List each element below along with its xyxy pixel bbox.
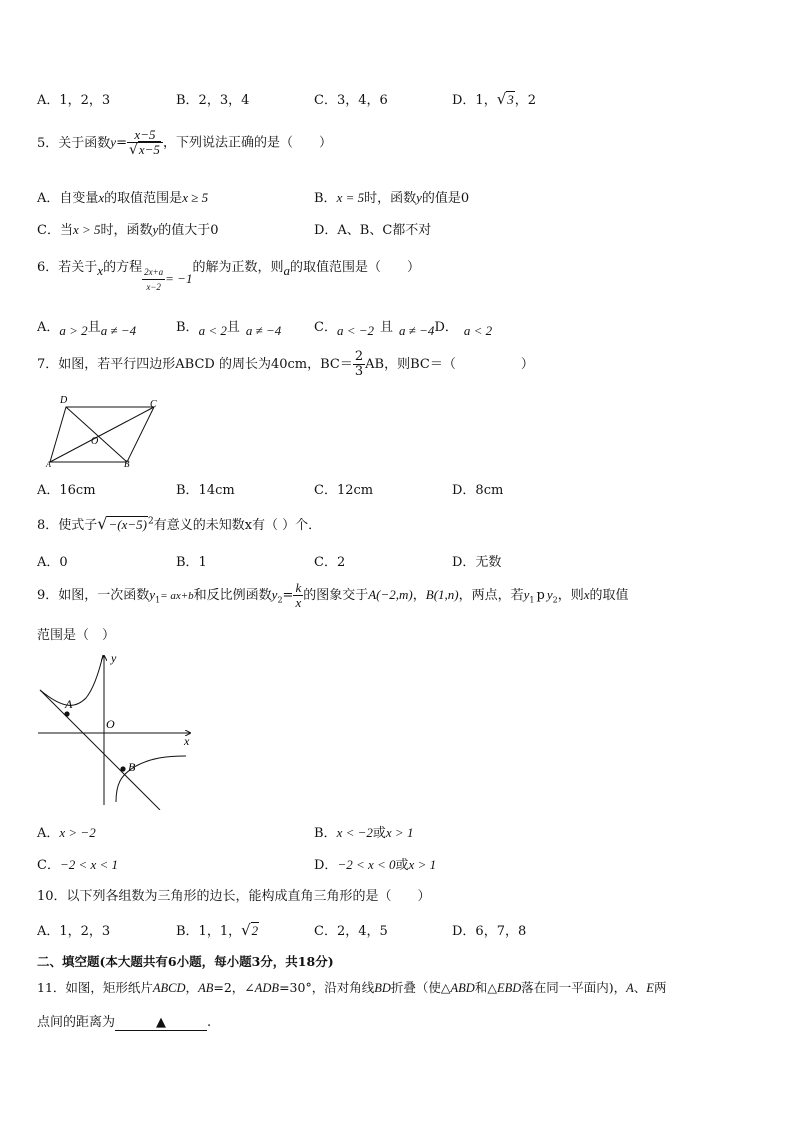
q8-suffix: 有意义的未知数x有（ ）个． [153,518,322,533]
q6-tail2: 的取值范围是（ ） [289,260,420,275]
q9-d-or: 或 [395,858,409,873]
q11-a: A [626,981,634,995]
q11-ebd: EBD [496,981,522,995]
q5-a-var: x [98,190,105,205]
q9-stem-line2: 范围是（ ） [37,628,116,643]
q9-label-a: A [65,697,73,711]
q11-adb: ADB [254,981,280,995]
q9-mid: 和反比例函数 [193,588,272,603]
q7-diagonal-db [66,407,127,462]
q4-option-d-sqrt: 3 [507,92,514,107]
q11-stem-line2 [37,1011,211,1031]
q11-end: . [207,1015,212,1030]
q5-fraction-num: x−5 [127,128,163,143]
q6-a-m1: a > 2 [59,323,88,338]
q11-text-b: ， [185,980,199,995]
q6-b-m2: a ≠ −4 [245,323,282,338]
q6-d-label: D． [434,320,458,335]
q10-option-a: A．1，2，3 [37,924,111,939]
q7-prefix: 7．如图，若平行四边形ABCD 的周长为40cm，BC＝ [37,357,353,372]
q11-ab: AB [198,981,214,995]
q9-cmp-s1: 1 [529,595,535,605]
q9-sub1: 1 [155,595,161,605]
q5-func-y: y [110,134,117,150]
q8-option-c: C．2 [314,555,346,570]
q11-text-a: 11．如图，矩形纸片 [37,980,153,995]
q4-option-b: B．2，3，4 [176,93,250,108]
q11-e: E [646,981,654,995]
q9-mid2: 的图象交于 [303,588,369,603]
q8-exponent: 2 [147,516,154,527]
q8-option-b: B．1 [176,555,207,570]
q11-text-d: =30°，沿对角线 [279,980,375,995]
q5-b-var: y [416,190,422,205]
q5-a-mid: 的取值范围是 [104,191,183,206]
q11-bd: BD [374,981,391,995]
q9-eq2: = [282,588,294,603]
q6-d-m: a < 2 [463,323,493,338]
q9-a-m: x > −2 [59,825,96,840]
q7-fraction-den: 3 [354,364,364,379]
q9-option-b [314,822,413,841]
q9-fraction [293,581,303,610]
q6-mid: 的方程 [103,260,143,275]
q7-label-b: B [124,459,130,468]
q6-option-b [176,316,282,338]
q4-option-d-tail: ，2 [514,93,537,108]
q10-option-b: B．1，1，√2 [176,921,259,939]
q5-stem [37,128,332,158]
q6-a-label: A． [37,320,60,335]
q11-answer-blank[interactable]: ▲ [115,1015,207,1031]
q6-fraction-den: x−2 [146,282,161,292]
q6-c-m1: a < −2 [336,323,374,338]
q9-label-b: B [128,760,136,774]
q11-text-c: =2，∠ [213,980,255,995]
q5-b-cond: x = 5 [336,190,365,205]
q5-a-label: A．自变量 [37,191,99,206]
q9-point-a-dot [64,711,69,716]
q9-label-o: O [106,717,115,731]
q9-graph [36,650,196,810]
q6-option-c [314,316,493,338]
q9-option-a [37,822,96,841]
q10-stem: 10．以下列各组数为三角形的边长，能构成直角三角形的是（ ） [37,889,431,904]
q4-option-d: D．1，√3，2 [452,90,537,108]
q9-comma: ， [412,588,426,603]
q9-hyperbola-right [116,756,186,802]
q9-d-m2: x > 1 [408,857,437,872]
q6-option-a [37,316,137,338]
q7-option-d: D．8cm [452,483,504,498]
section-title: 二、填空题(本大题共有6小题，每小题3分，共18分) [37,954,334,969]
q9-prefix: 9．如图，一次函数 [37,588,150,603]
q5-c-cond: x > 5 [72,222,101,237]
q7-label-a: A [46,460,51,468]
q11-abd: ABD [450,981,475,995]
q6-var-a: a [283,263,290,278]
q9-cmp-y1: y [523,587,530,602]
q5-c-label: C．当 [37,223,73,238]
q5-option-a [37,187,208,206]
q7-stem [37,350,534,379]
q9-label-x: x [184,734,190,748]
q11-stem-line1 [37,978,666,996]
q4-option-a: A．1，2，3 [37,93,111,108]
q6-fraction-num: 2x+a [142,265,165,280]
q5-b-mid: 时，函数 [364,191,417,206]
q7-option-b: B．14cm [176,483,235,498]
q5-suffix: ，下列说法正确的是（ ） [162,135,332,151]
q9-line [40,690,160,810]
q9-point-a: A(−2,m) [368,587,413,602]
q7-option-c: C．12cm [314,483,374,498]
q9-stem [37,581,629,610]
q9-option-d [314,854,436,873]
q5-b-tail: 的值是0 [421,191,470,206]
q9-eq1: = ax+b [160,590,194,602]
q10-option-c: C．2，4，5 [314,924,388,939]
q6-b-label: B． [176,320,199,335]
q11-text-g: 落在同一平面内)， [521,980,627,995]
q6-b-and: 且 [226,320,240,335]
q9-fraction-den: x [295,595,302,610]
q7-fraction-num: 2 [354,349,364,364]
q5-fraction: $\frac{x-5}{√x-5}$ [127,128,163,158]
q9-d-m1: −2 < x < 0 [337,857,396,872]
q8-stem: 8．使式子$√-(x-5)^2$有意义的未知数x有（ ）个． [37,514,322,533]
q8-option-a: A．0 [37,555,68,570]
q6-b-m1: a < 2 [198,323,227,338]
q9-mid4: ，则 [557,588,584,603]
q4-option-d-label: D．1， [452,93,497,108]
q9-d-label: D． [314,858,338,873]
q5-option-c [37,219,219,238]
q9-label-y: y [111,651,117,665]
q6-fraction [142,265,165,294]
q6-tail: 的解为正数，则 [192,260,284,275]
q4-option-c: C．3，4，6 [314,93,388,108]
q6-a-m2: a ≠ −4 [100,323,137,338]
q5-prefix: 5．关于函数 [37,135,111,151]
q11-line2-text: 点间的距离为 [37,1015,116,1030]
q9-point-b: B(1,n) [425,587,459,602]
q11-abcd: ABCD [152,981,186,995]
q5-option-d: D．A、B、C都不对 [314,223,432,238]
q5-c-mid: 时，函数 [100,223,153,238]
q11-text-e: 折叠（使△ [390,980,451,995]
q7-label-d: D [60,395,68,406]
q5-c-var: y [152,222,159,237]
q6-var-x: x [97,263,104,278]
q9-a-label: A． [37,826,60,841]
q6-c-and: 且 [380,320,394,335]
q11-sep: 、 [633,980,647,995]
q9-mid3: ，两点，若 [458,588,524,603]
q7-label-o: O [91,436,99,447]
q9-var-x: x [583,587,590,602]
q9-fraction-num: k [295,580,302,595]
q10-b-label: B．1，1， [176,924,242,939]
q9-c-m: −2 < x < 1 [59,857,119,872]
q7-diagonal-ca [50,407,154,462]
q7-parallelogram-figure [40,392,170,468]
q5-c-tail: 的值大于0 [158,223,219,238]
q9-c-label: C． [37,858,60,873]
q5-eq: = [116,135,127,151]
q9-sub2: 2 [277,595,283,605]
q9-cmp-y2: y [546,587,553,602]
q9-cmp-s2: 2 [552,595,558,605]
q10-option-d: D．6，7，8 [452,924,527,939]
q9-b-m1: x < −2 [336,825,373,840]
q5-fraction-den: x−5 [138,142,160,157]
q9-option-c [37,854,118,873]
q11-text-f: 和△ [474,980,497,995]
q5-option-b [314,187,469,206]
q9-b-label: B． [314,826,337,841]
q9-b-m2: x > 1 [385,825,414,840]
q8-radicand: −(x−5) [108,517,147,532]
q9-y2: y [271,587,278,602]
q6-a-and: 且 [87,320,101,335]
q9-y1: y [149,587,156,602]
q7-suffix: AB，则BC＝（ ） [365,357,534,372]
q9-cmp-p: p [536,588,545,603]
q7-fraction [353,350,365,379]
q10-b-sqrt: 2 [251,923,259,938]
q7-label-c: C [150,399,157,410]
q9-tail: 的取值 [589,588,629,603]
q8-option-d: D．无数 [452,555,502,570]
q8-prefix: 8．使式子 [37,518,98,533]
q11-text-h: 两 [653,980,667,995]
q9-b-or: 或 [372,826,386,841]
q9-point-b-dot [120,766,125,771]
q7-option-a: A．16cm [37,483,96,498]
q6-prefix: 6．若关于 [37,260,98,275]
q6-rhs: = −1 [165,271,193,286]
q6-c-m2: a ≠ −4 [399,323,435,338]
q5-b-label: B． [314,191,337,206]
q6-stem [37,253,420,292]
q6-c-label: C． [314,320,337,335]
q5-a-cond: x ≥ 5 [182,190,209,205]
